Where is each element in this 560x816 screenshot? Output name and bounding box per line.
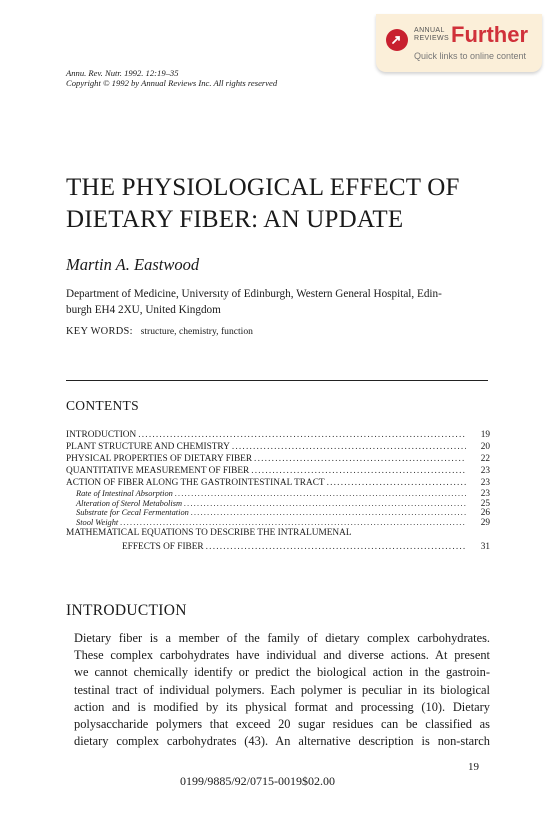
copyright-line: Copyright © 1992 by Annual Reviews Inc. All rights reserved [66, 78, 278, 88]
body-line: These complex carbohydrates have individual and diverse actions. At present [74, 648, 490, 663]
toc-entry[interactable]: QUANTITATIVE MEASUREMENT OF FIBER ..... 23 [66, 465, 490, 477]
body-line: we cannot chemically identify or predict the biological action in the gastroin- [74, 665, 490, 680]
table-of-contents [66, 429, 490, 553]
toc-entry-line-2[interactable]: EFFECTS OF FIBER ..... 31 [66, 541, 490, 553]
title-line-1: THE PHYSIOLOGICAL EFFECT OF [66, 174, 460, 201]
toc-subentry[interactable]: Alteration of Sterol Metabolism ..... 25 [66, 499, 490, 509]
toc-entry[interactable]: ACTION OF FIBER ALONG THE GASTROINTESTINAL TRACT ..... 23 [66, 477, 490, 489]
further-badge[interactable] [376, 14, 542, 72]
badge-annual-reviews: ANNUAL REVIEWS [414, 27, 450, 42]
page-number: 19 [468, 761, 479, 773]
author-affiliation [66, 287, 496, 318]
badge-further-label: Further [451, 22, 528, 47]
keywords [66, 326, 253, 337]
toc-subentry[interactable]: Rate of Intestinal Absorption ..... 23 [66, 489, 490, 499]
toc-entry[interactable]: PLANT STRUCTURE AND CHEMISTRY ..... 20 [66, 441, 490, 453]
journal-citation [66, 68, 277, 88]
keywords-label: KEY WORDS: [66, 326, 133, 337]
footer-code: 0199/9885/92/0715-0019$02.00 [180, 774, 335, 788]
keywords-value: structure, chemistry, function [140, 326, 253, 337]
citation-line: Annu. Rev. Nutr. 1992. 12:19–35 [66, 68, 179, 78]
affiliation-line-1: Department of Medicine, Universıty of Edinburgh, Western General Hospital, Edin- [66, 288, 442, 300]
annual-reviews-logo-icon [386, 29, 408, 51]
section-divider [66, 380, 488, 381]
introduction-heading: INTRODUCTION [66, 602, 187, 619]
body-line: dietary complex carbohydrates (43). An alternative description is non-starch [74, 734, 490, 749]
article-title [66, 172, 506, 236]
contents-heading: CONTENTS [66, 398, 139, 413]
body-line: Dietary fiber is a member of the family of dietary complex carbohydrates. [74, 631, 490, 645]
affiliation-line-2: burgh EH4 2XU, United Kingdom [66, 303, 221, 316]
toc-subentry[interactable]: Substrate for Cecal Fermentation ..... 26 [66, 508, 490, 518]
body-line: action and is modified by its physical format and processing (10). Dietary [74, 699, 490, 714]
author-name: Martin A. Eastwood [66, 255, 200, 274]
body-line: testinal tract of individual polymers. Each polymer is peculiar in its biological [74, 682, 490, 697]
introduction-body [74, 630, 490, 750]
title-line-2: DIETARY FIBER: AN UPDATE [66, 206, 404, 233]
badge-subtitle: Quick links to online content [414, 51, 527, 61]
toc-entry-line-1[interactable]: MATHEMATICAL EQUATIONS TO DESCRIBE THE INTRALUMENAL [66, 528, 352, 538]
toc-entry[interactable]: INTRODUCTION ..... 19 [66, 429, 490, 441]
body-line: polysaccharide polymers that exceed 20 sugar residues can be classified as [74, 717, 490, 732]
toc-entry[interactable]: PHYSICAL PROPERTIES OF DIETARY FIBER ..... 22 [66, 453, 490, 465]
toc-subentry[interactable]: Stool Weight ..... 29 [66, 518, 490, 528]
